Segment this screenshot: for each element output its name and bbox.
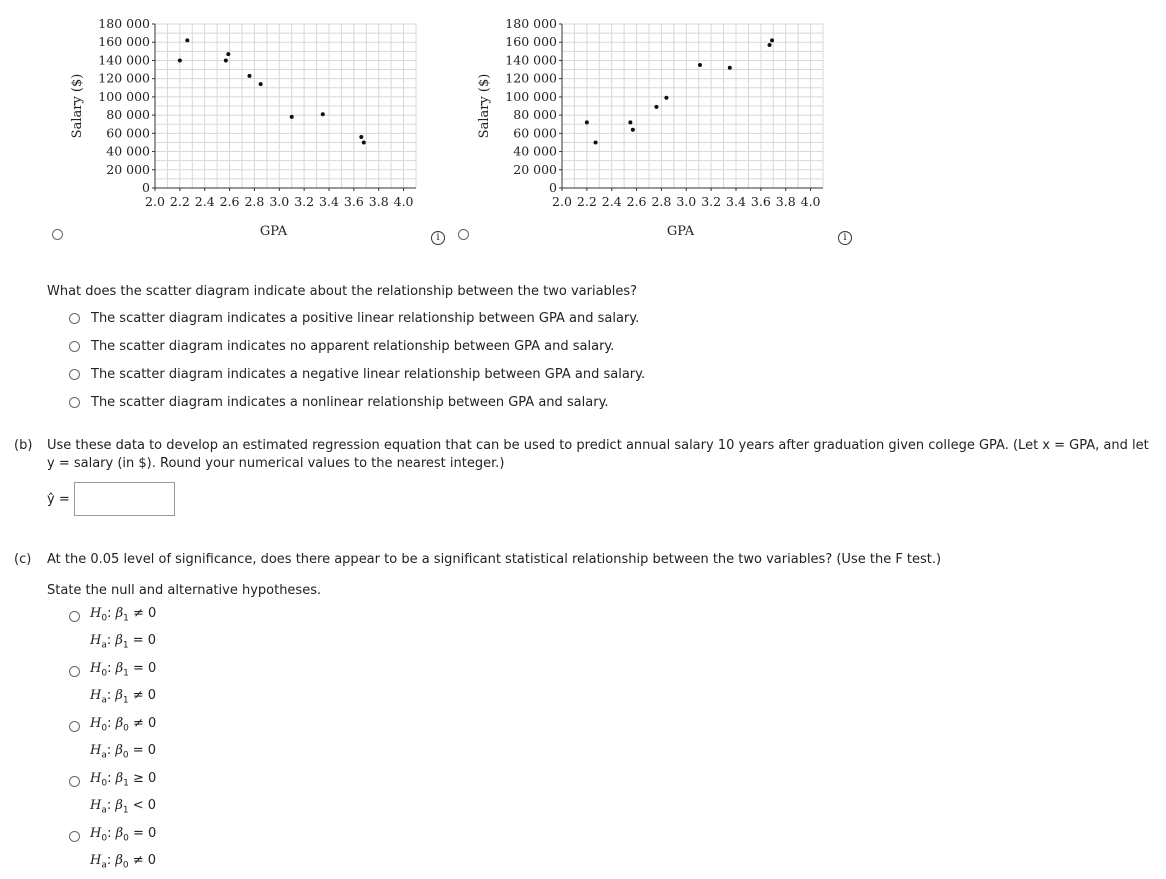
y-tick-label: 140 000 <box>505 52 557 68</box>
data-point <box>178 58 182 62</box>
part-c-label: (c) <box>14 552 32 567</box>
y-tick-label: 20 000 <box>106 161 150 177</box>
y-tick-label: 160 000 <box>98 34 150 50</box>
x-tick-label: 2.4 <box>194 194 215 209</box>
data-point <box>185 38 189 42</box>
x-tick-label: 2.0 <box>145 194 165 209</box>
x-tick-label: 3.6 <box>750 194 771 209</box>
scatter-chart-left <box>60 12 440 242</box>
data-point <box>770 38 774 42</box>
data-point <box>259 82 263 86</box>
relationship-option-radio[interactable] <box>69 397 80 408</box>
data-point <box>585 120 589 124</box>
x-tick-label: 3.4 <box>726 194 746 209</box>
relationship-option-label: The scatter diagram indicates a negative linear relationship between GPA and salary. <box>91 367 646 382</box>
null-hypothesis: $H_0$: $\beta_0 = 0$ <box>90 826 157 844</box>
data-point <box>698 63 702 67</box>
hypothesis-option-label <box>90 768 156 821</box>
scatter-chart-right <box>467 12 847 242</box>
x-tick-label: 3.8 <box>368 194 389 209</box>
alternative-hypothesis: $H_a$: $\beta_1 \ne 0$ <box>90 687 157 706</box>
y-tick-label: 40 000 <box>106 143 150 159</box>
x-axis-label: GPA <box>259 224 288 239</box>
relationship-option-label: The scatter diagram indicates a nonlinear relationship between GPA and salary. <box>91 395 609 410</box>
x-tick-label: 2.6 <box>219 194 240 209</box>
hypothesis-option-radio[interactable] <box>69 776 80 787</box>
part-c-question: At the 0.05 level of significance, does there appear to be a significant statistical relationship between the two variables? (Use the F test.) <box>47 552 942 567</box>
data-point <box>728 66 732 70</box>
x-axis-label: GPA <box>666 224 695 239</box>
y-tick-label: 80 000 <box>106 107 150 123</box>
relationship-option-label: The scatter diagram indicates no apparent relationship between GPA and salary. <box>91 339 615 354</box>
hypothesis-option-radio[interactable] <box>69 666 80 677</box>
x-tick-label: 3.2 <box>294 194 315 209</box>
hypothesis-option-radio[interactable] <box>69 611 80 622</box>
x-tick-label: 2.8 <box>244 194 265 209</box>
y-tick-label: 100 000 <box>98 88 150 104</box>
relationship-question: What does the scatter diagram indicate about the relationship between the two variables? <box>47 284 638 299</box>
null-hypothesis: $H_0$: $\beta_1 \ne 0$ <box>90 606 157 624</box>
relationship-option-radio[interactable] <box>69 341 80 352</box>
data-point <box>628 120 632 124</box>
y-tick-label: 0 <box>549 180 557 195</box>
hypothesis-option-label <box>90 603 156 656</box>
yhat-label: ŷ = <box>47 492 70 507</box>
hypothesis-option-label <box>90 823 156 876</box>
info-icon-right[interactable]: i <box>838 231 852 245</box>
y-tick-label: 80 000 <box>513 107 557 123</box>
relationship-option-radio[interactable] <box>69 313 80 324</box>
y-tick-label: 0 <box>142 180 150 195</box>
data-point <box>224 58 228 62</box>
alternative-hypothesis: $H_a$: $\beta_0 = 0$ <box>90 742 157 761</box>
null-hypothesis: $H_0$: $\beta_1 \ge 0$ <box>90 771 157 789</box>
chart-option-radio-left[interactable] <box>52 229 63 240</box>
hypothesis-option-radio[interactable] <box>69 721 80 732</box>
null-hypothesis: $H_0$: $\beta_1 = 0$ <box>90 661 157 679</box>
relationship-option-label: The scatter diagram indicates a positive linear relationship between GPA and salary. <box>91 311 640 326</box>
y-axis-label: Salary ($) <box>477 73 492 139</box>
x-tick-label: 3.0 <box>676 194 697 209</box>
y-tick-label: 20 000 <box>513 161 557 177</box>
y-tick-label: 60 000 <box>106 125 150 141</box>
data-point <box>290 115 294 119</box>
x-tick-label: 4.0 <box>800 194 821 209</box>
data-point <box>664 96 668 100</box>
relationship-option-radio[interactable] <box>69 369 80 380</box>
y-tick-label: 160 000 <box>505 34 557 50</box>
hypothesis-option-radio[interactable] <box>69 831 80 842</box>
x-tick-label: 2.4 <box>601 194 622 209</box>
alternative-hypothesis: $H_a$: $\beta_0 \ne 0$ <box>90 852 157 871</box>
y-tick-label: 180 000 <box>505 16 557 31</box>
hypothesis-option-label <box>90 658 156 711</box>
x-tick-label: 2.0 <box>552 194 572 209</box>
x-tick-label: 3.2 <box>701 194 722 209</box>
y-tick-label: 180 000 <box>98 16 150 31</box>
data-point <box>654 105 658 109</box>
x-tick-label: 3.4 <box>319 194 339 209</box>
y-axis-label: Salary ($) <box>70 73 85 139</box>
data-point <box>594 140 598 144</box>
data-point <box>768 43 772 47</box>
data-point <box>359 135 363 139</box>
hypothesis-option-label <box>90 713 156 766</box>
x-tick-label: 2.2 <box>169 194 190 209</box>
part-b-label: (b) <box>14 438 33 453</box>
data-point <box>631 128 635 132</box>
y-tick-label: 40 000 <box>513 143 557 159</box>
null-hypothesis: $H_0$: $\beta_0 \ne 0$ <box>90 716 157 734</box>
y-tick-label: 120 000 <box>505 70 557 86</box>
data-point <box>362 140 366 144</box>
data-point <box>226 52 230 56</box>
hypotheses-instruction: State the null and alternative hypotheses. <box>47 583 322 598</box>
regression-equation-input[interactable] <box>74 482 175 516</box>
alternative-hypothesis: $H_a$: $\beta_1 < 0$ <box>90 797 157 816</box>
chart-option-radio-right[interactable] <box>458 229 469 240</box>
y-tick-label: 140 000 <box>98 52 150 68</box>
x-tick-label: 2.2 <box>576 194 597 209</box>
alternative-hypothesis: $H_a$: $\beta_1 = 0$ <box>90 632 157 651</box>
info-icon-left[interactable]: i <box>431 231 445 245</box>
x-tick-label: 3.0 <box>269 194 290 209</box>
y-tick-label: 100 000 <box>505 88 557 104</box>
part-b-text-line1: Use these data to develop an estimated regression equation that can be used to predict annual salary 10 years after graduation given college GPA. (Let x = GPA, and let <box>47 438 1149 453</box>
x-tick-label: 2.8 <box>651 194 672 209</box>
x-tick-label: 4.0 <box>393 194 414 209</box>
data-point <box>321 112 325 116</box>
x-tick-label: 3.8 <box>775 194 796 209</box>
x-tick-label: 3.6 <box>343 194 364 209</box>
data-point <box>247 74 251 78</box>
y-tick-label: 60 000 <box>513 125 557 141</box>
part-b-text-line2: y = salary (in $). Round your numerical values to the nearest integer.) <box>47 456 505 471</box>
y-tick-label: 120 000 <box>98 70 150 86</box>
x-tick-label: 2.6 <box>626 194 647 209</box>
